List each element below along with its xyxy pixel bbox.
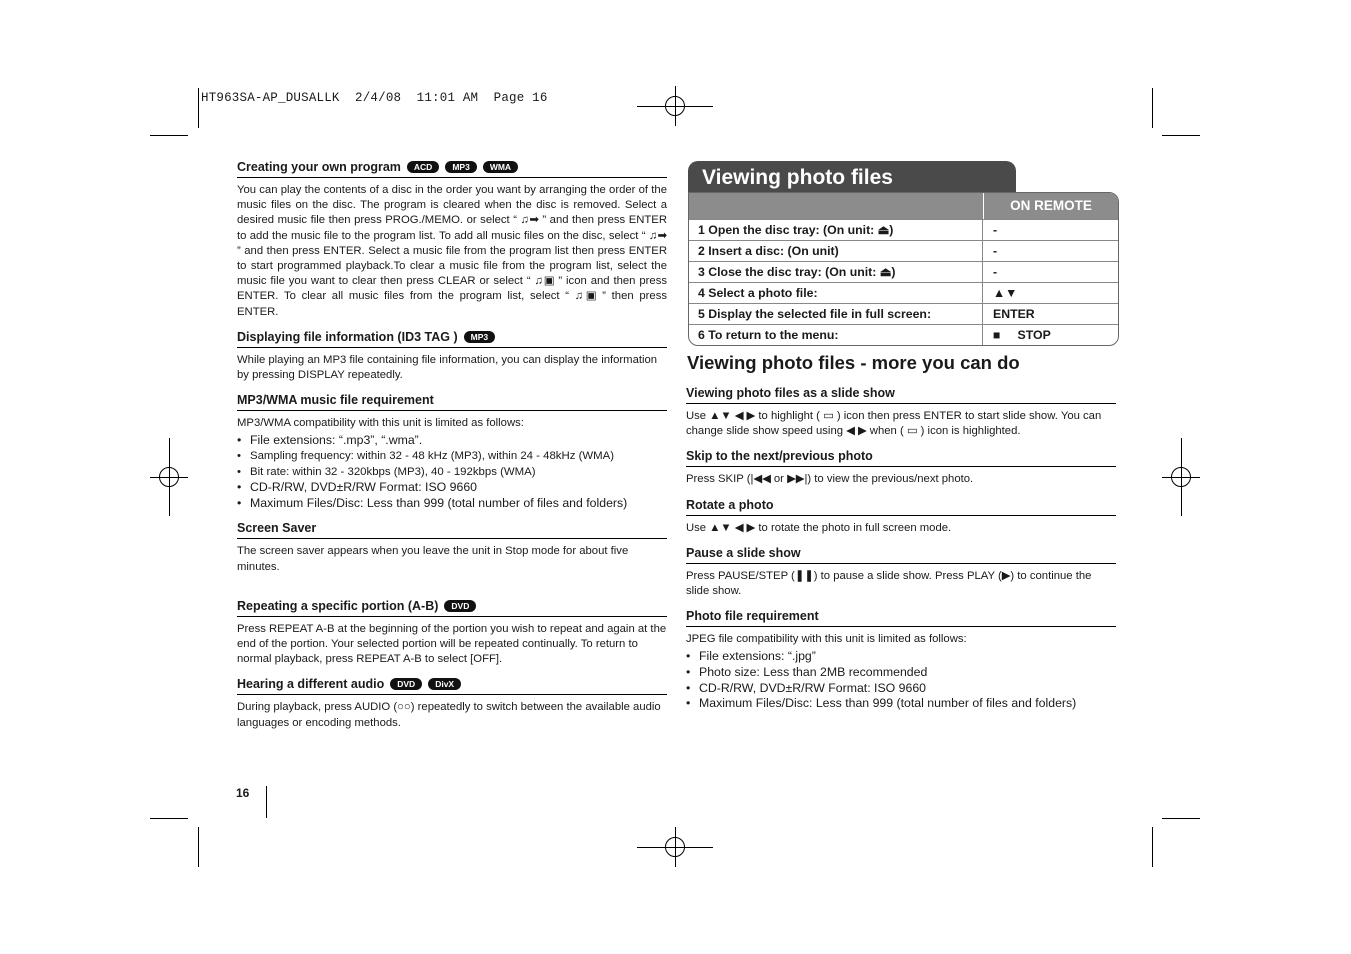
page-number: 16: [236, 786, 250, 800]
operation-table: [688, 192, 1119, 346]
section-heading: Viewing photo files - more you can do: [687, 352, 1020, 373]
mp3-badge: MP3: [464, 331, 495, 343]
remote-cell: -: [993, 244, 998, 258]
remote-cell: -: [993, 223, 998, 237]
step-cell: 6 To return to the menu:: [689, 325, 983, 345]
section-text: Use ▲▼ ◀ ▶ to highlight ( ▭ ) icon then press ENTER to start slide show. You can change slide show speed using ◀ ▶ when ( ▭ ) icon is highlighted.: [686, 410, 1102, 438]
list-item: • Maximum Files/Disc: Less than 999 (total number of files and folders): [237, 496, 667, 512]
table-row: [689, 261, 1118, 282]
page-title: Viewing photo files: [688, 161, 1016, 195]
wma-badge: WMA: [483, 161, 518, 173]
remote-cell: ▲▼: [993, 286, 1018, 300]
section-title: Screen Saver: [237, 521, 667, 539]
right-column: [686, 386, 1116, 712]
step-cell: 5 Display the selected file in full screen:: [689, 304, 983, 324]
step-cell: 2 Insert a disc: (On unit): [689, 241, 983, 261]
column-header-remote: ON REMOTE: [1010, 198, 1092, 213]
table-row: [689, 303, 1118, 324]
section-title: Rotate a photo: [686, 498, 1116, 516]
step-cell: 4 Select a photo file:: [689, 283, 983, 303]
dvd-badge: DVD: [444, 600, 476, 612]
table-row: [689, 219, 1118, 240]
section-text: You can play the contents of a disc in the order you want by arranging the order of the music files on the disc. The program is cleared when the disc is removed. Select a desired music file then press PROG./MEMO. or select “ ♫➡ ” and then press ENTER to add the music file to the program list. To add all music files on the disc, select “ ♫➡ ” and then press ENTER. Select a music file from the program list then press ENTER to start programmed playback.To clear a music file from the program list, select the music file you want to clear then press CLEAR or select “ ♫▣ ” icon and then press ENTER. To clear all music files from the program list, select “ ♫▣ ” then press ENTER.: [237, 184, 667, 318]
list-item: • CD-R/RW, DVD±R/RW Format: ISO 9660: [237, 480, 667, 496]
divx-badge: DivX: [428, 678, 461, 690]
table-row: [689, 324, 1118, 345]
section-title: MP3/WMA music file requirement: [237, 393, 667, 411]
section-title: Displaying file information (ID3 TAG ) MP3: [237, 330, 667, 348]
print-header: HT963SA-AP_DUSALLK 2/4/08 11:01 AM Page 16: [201, 91, 548, 105]
dvd-badge: DVD: [390, 678, 422, 690]
list-item: • Maximum Files/Disc: Less than 999 (total number of files and folders): [686, 696, 1116, 712]
remote-cell: -: [993, 265, 998, 279]
section-text: Press REPEAT A-B at the beginning of the portion you wish to repeat and again at the end of the portion. Your selected portion will be repeated continually. To return to normal playback, press REPEAT A-B to select [OFF].: [237, 622, 667, 666]
step-cell: 3 Close the disc tray: (On unit: ⏏): [689, 262, 983, 282]
acd-badge: ACD: [407, 161, 439, 173]
section-title: Viewing photo files as a slide show: [686, 386, 1116, 404]
remote-cell: ■ STOP: [993, 328, 1051, 342]
table-row: [689, 282, 1118, 303]
section-title: Hearing a different audio DVD DivX: [237, 677, 667, 695]
section-title: Photo file requirement: [686, 609, 1116, 627]
section-title: Repeating a specific portion (A-B) DVD: [237, 599, 667, 617]
step-cell: 1 Open the disc tray: (On unit: ⏏): [689, 220, 983, 240]
requirement-list: [686, 649, 1116, 711]
section-text: During playback, press AUDIO (○○) repeatedly to switch between the available audio languages or encoding methods.: [237, 701, 661, 729]
list-item: • File extensions: “.jpg”: [686, 649, 1116, 665]
section-text: MP3/WMA compatibility with this unit is limited as follows:: [237, 417, 524, 430]
table-row: [689, 240, 1118, 261]
list-item: • Photo size: Less than 2MB recommended: [686, 665, 1116, 681]
list-item: • Bit rate: within 32 - 320kbps (MP3), 40 - 192kbps (WMA): [237, 465, 667, 481]
section-text: Press SKIP (|◀◀ or ▶▶|) to view the previous/next photo.: [686, 473, 974, 486]
list-item: • CD-R/RW, DVD±R/RW Format: ISO 9660: [686, 681, 1116, 697]
section-text: Use ▲▼ ◀ ▶ to rotate the photo in full screen mode.: [686, 521, 952, 534]
section-text: The screen saver appears when you leave the unit in Stop mode for about five minutes.: [237, 545, 629, 573]
left-column: [237, 160, 667, 731]
section-title: Creating your own program ACD MP3 WMA: [237, 160, 667, 178]
section-title: Skip to the next/previous photo: [686, 449, 1116, 467]
requirement-list: [237, 433, 667, 511]
section-text: JPEG file compatibility with this unit is limited as follows:: [686, 633, 967, 646]
section-text: While playing an MP3 file containing file information, you can display the information by pressing DISPLAY repeatedly.: [237, 353, 658, 382]
remote-cell: ENTER: [993, 307, 1035, 321]
list-item: • Sampling frequency: within 32 - 48 kHz (MP3), within 24 - 48kHz (WMA): [237, 449, 667, 465]
table-header: [689, 193, 1118, 219]
mp3-badge: MP3: [445, 161, 476, 173]
section-title: Pause a slide show: [686, 546, 1116, 564]
section-text: Press PAUSE/STEP (❚❚) to pause a slide show. Press PLAY (▶) to continue the slide show.: [686, 569, 1092, 598]
list-item: • File extensions: “.mp3”, “.wma”.: [237, 433, 667, 449]
